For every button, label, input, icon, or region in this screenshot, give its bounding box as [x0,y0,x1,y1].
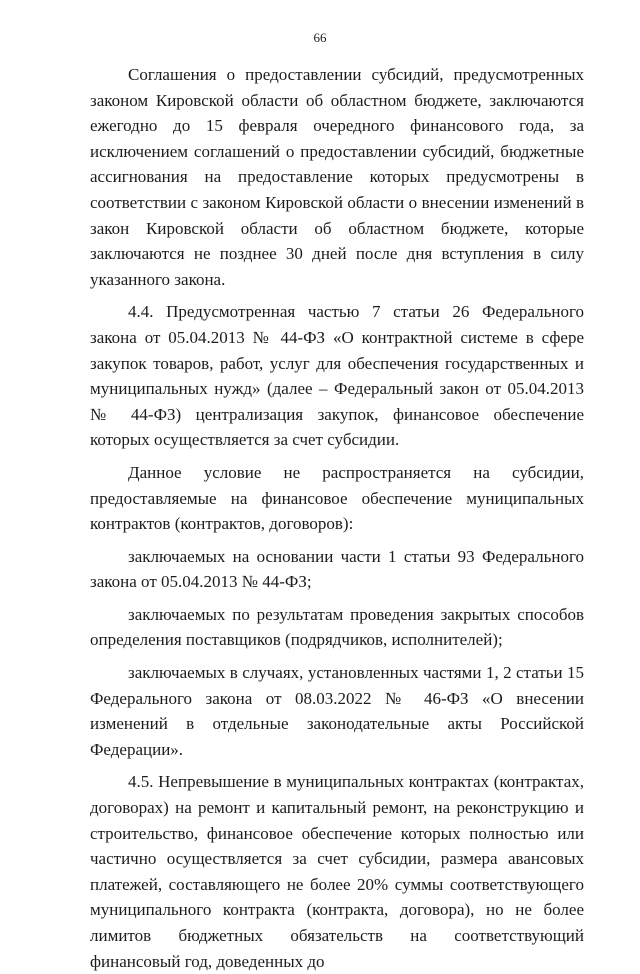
paragraph-4-5: 4.5. Непревышение в муниципальных контрактах (контрактах, договорах) на ремонт и капитальный ремонт, на реконструкцию и строительство, финансовое обеспечение которых полностью или частично осуществляется за счет субсидии, размера авансовых платежей, составляющего не более 20% суммы соответствующего муниципального контракта (контракта, договора), но не более лимитов бюджетных обязательств на соответствующий финансовый год, доведенных до [90,772,584,971]
paragraph-agreements: Соглашения о предоставлении субсидий, предусмотренных законом Кировской области об областном бюджете, заключаются ежегодно до 15 февраля очередного финансового года, за исключением соглашений о предоставлении субсидий, бюджетные ассигнования на предоставление которых предусмотрены в соответствии с законом Кировской области о внесении изменений в закон Кировской области об областном бюджете, которые заключаются не позднее 30 дней после дня вступления в силу указанного закона. [90,65,584,289]
document-body [90,62,584,974]
list-item-art15: заключаемых в случаях, установленных частями 1, 2 статьи 15 Федерального закона от 08.03.2022 № 46-ФЗ «О внесении изменений в отдельные законодательные акты Российской Федерации». [90,663,584,759]
list-item-closed-procedures: заключаемых по результатам проведения закрытых способов определения поставщиков (подрядчиков, исполнителей); [90,604,584,650]
paragraph-4-4: 4.4. Предусмотренная частью 7 статьи 26 Федерального закона от 05.04.2013 № 44-ФЗ «О контрактной системе в сфере закупок товаров, работ, услуг для обеспечения государственных и муниципальных нужд» (далее – Федеральный закон от 05.04.2013 № 44-ФЗ) централизация закупок, финансовое обеспечение которых осуществляется за счет субсидии. [90,302,584,450]
page-number: 66 [313,30,327,45]
list-item-part1-art93: заключаемых на основании части 1 статьи 93 Федерального закона от 05.04.2013 № 44-ФЗ; [90,546,584,592]
paragraph-exception: Данное условие не распространяется на субсидии, предоставляемые на финансовое обеспечение муниципальных контрактов (контрактов, договоров): [90,462,584,534]
